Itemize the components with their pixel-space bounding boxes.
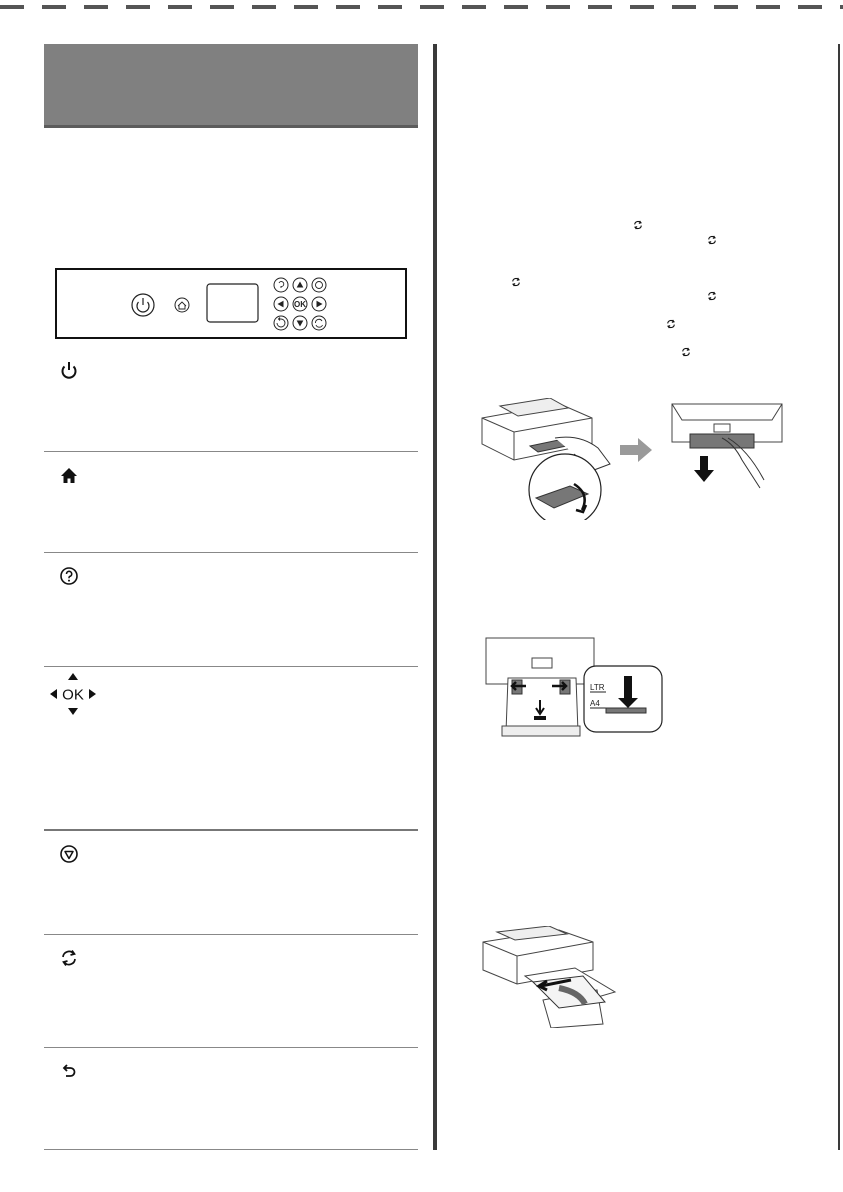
figure-paper-guides <box>482 636 668 740</box>
paper-size-label-a4: A4 <box>590 699 600 708</box>
home-icon <box>58 464 80 486</box>
figure-load-paper <box>475 926 625 1028</box>
row-sync <box>44 935 418 1048</box>
inline-sync-icon <box>706 234 718 246</box>
arrow-right-icon <box>620 438 652 462</box>
inline-sync-icon <box>706 290 718 302</box>
row-help <box>44 553 418 667</box>
ok-arrows-icon <box>46 670 106 720</box>
sync-icon <box>58 947 80 969</box>
column-divider <box>433 44 437 1150</box>
panel-ok-label: OK <box>294 300 306 309</box>
panel-home-button <box>175 298 189 312</box>
row-divider <box>44 1149 418 1150</box>
control-panel-diagram <box>55 268 407 339</box>
inline-sync-icon <box>510 276 522 288</box>
row-back <box>44 1048 418 1150</box>
row-power <box>44 347 418 452</box>
ok-arrows-label: OK <box>62 686 84 704</box>
figure-pull-out-tray <box>664 398 789 494</box>
power-icon <box>58 359 80 381</box>
section-header <box>44 44 418 128</box>
panel-lcd-screen <box>207 284 258 322</box>
help-icon <box>58 565 80 587</box>
panel-power-button <box>132 294 154 316</box>
row-home <box>44 452 418 553</box>
figure-open-front-cover <box>470 398 620 520</box>
inline-sync-icon <box>680 346 692 358</box>
inline-sync-icon <box>665 318 677 330</box>
paper-size-label-ltr: LTR <box>590 683 605 692</box>
top-dashed-border <box>0 5 843 9</box>
back-icon <box>58 1060 80 1082</box>
stop-icon <box>58 843 80 865</box>
row-stop <box>44 831 418 935</box>
inline-sync-icon <box>632 219 644 231</box>
right-margin-rule <box>838 44 840 1150</box>
row-ok-arrows <box>44 667 418 831</box>
